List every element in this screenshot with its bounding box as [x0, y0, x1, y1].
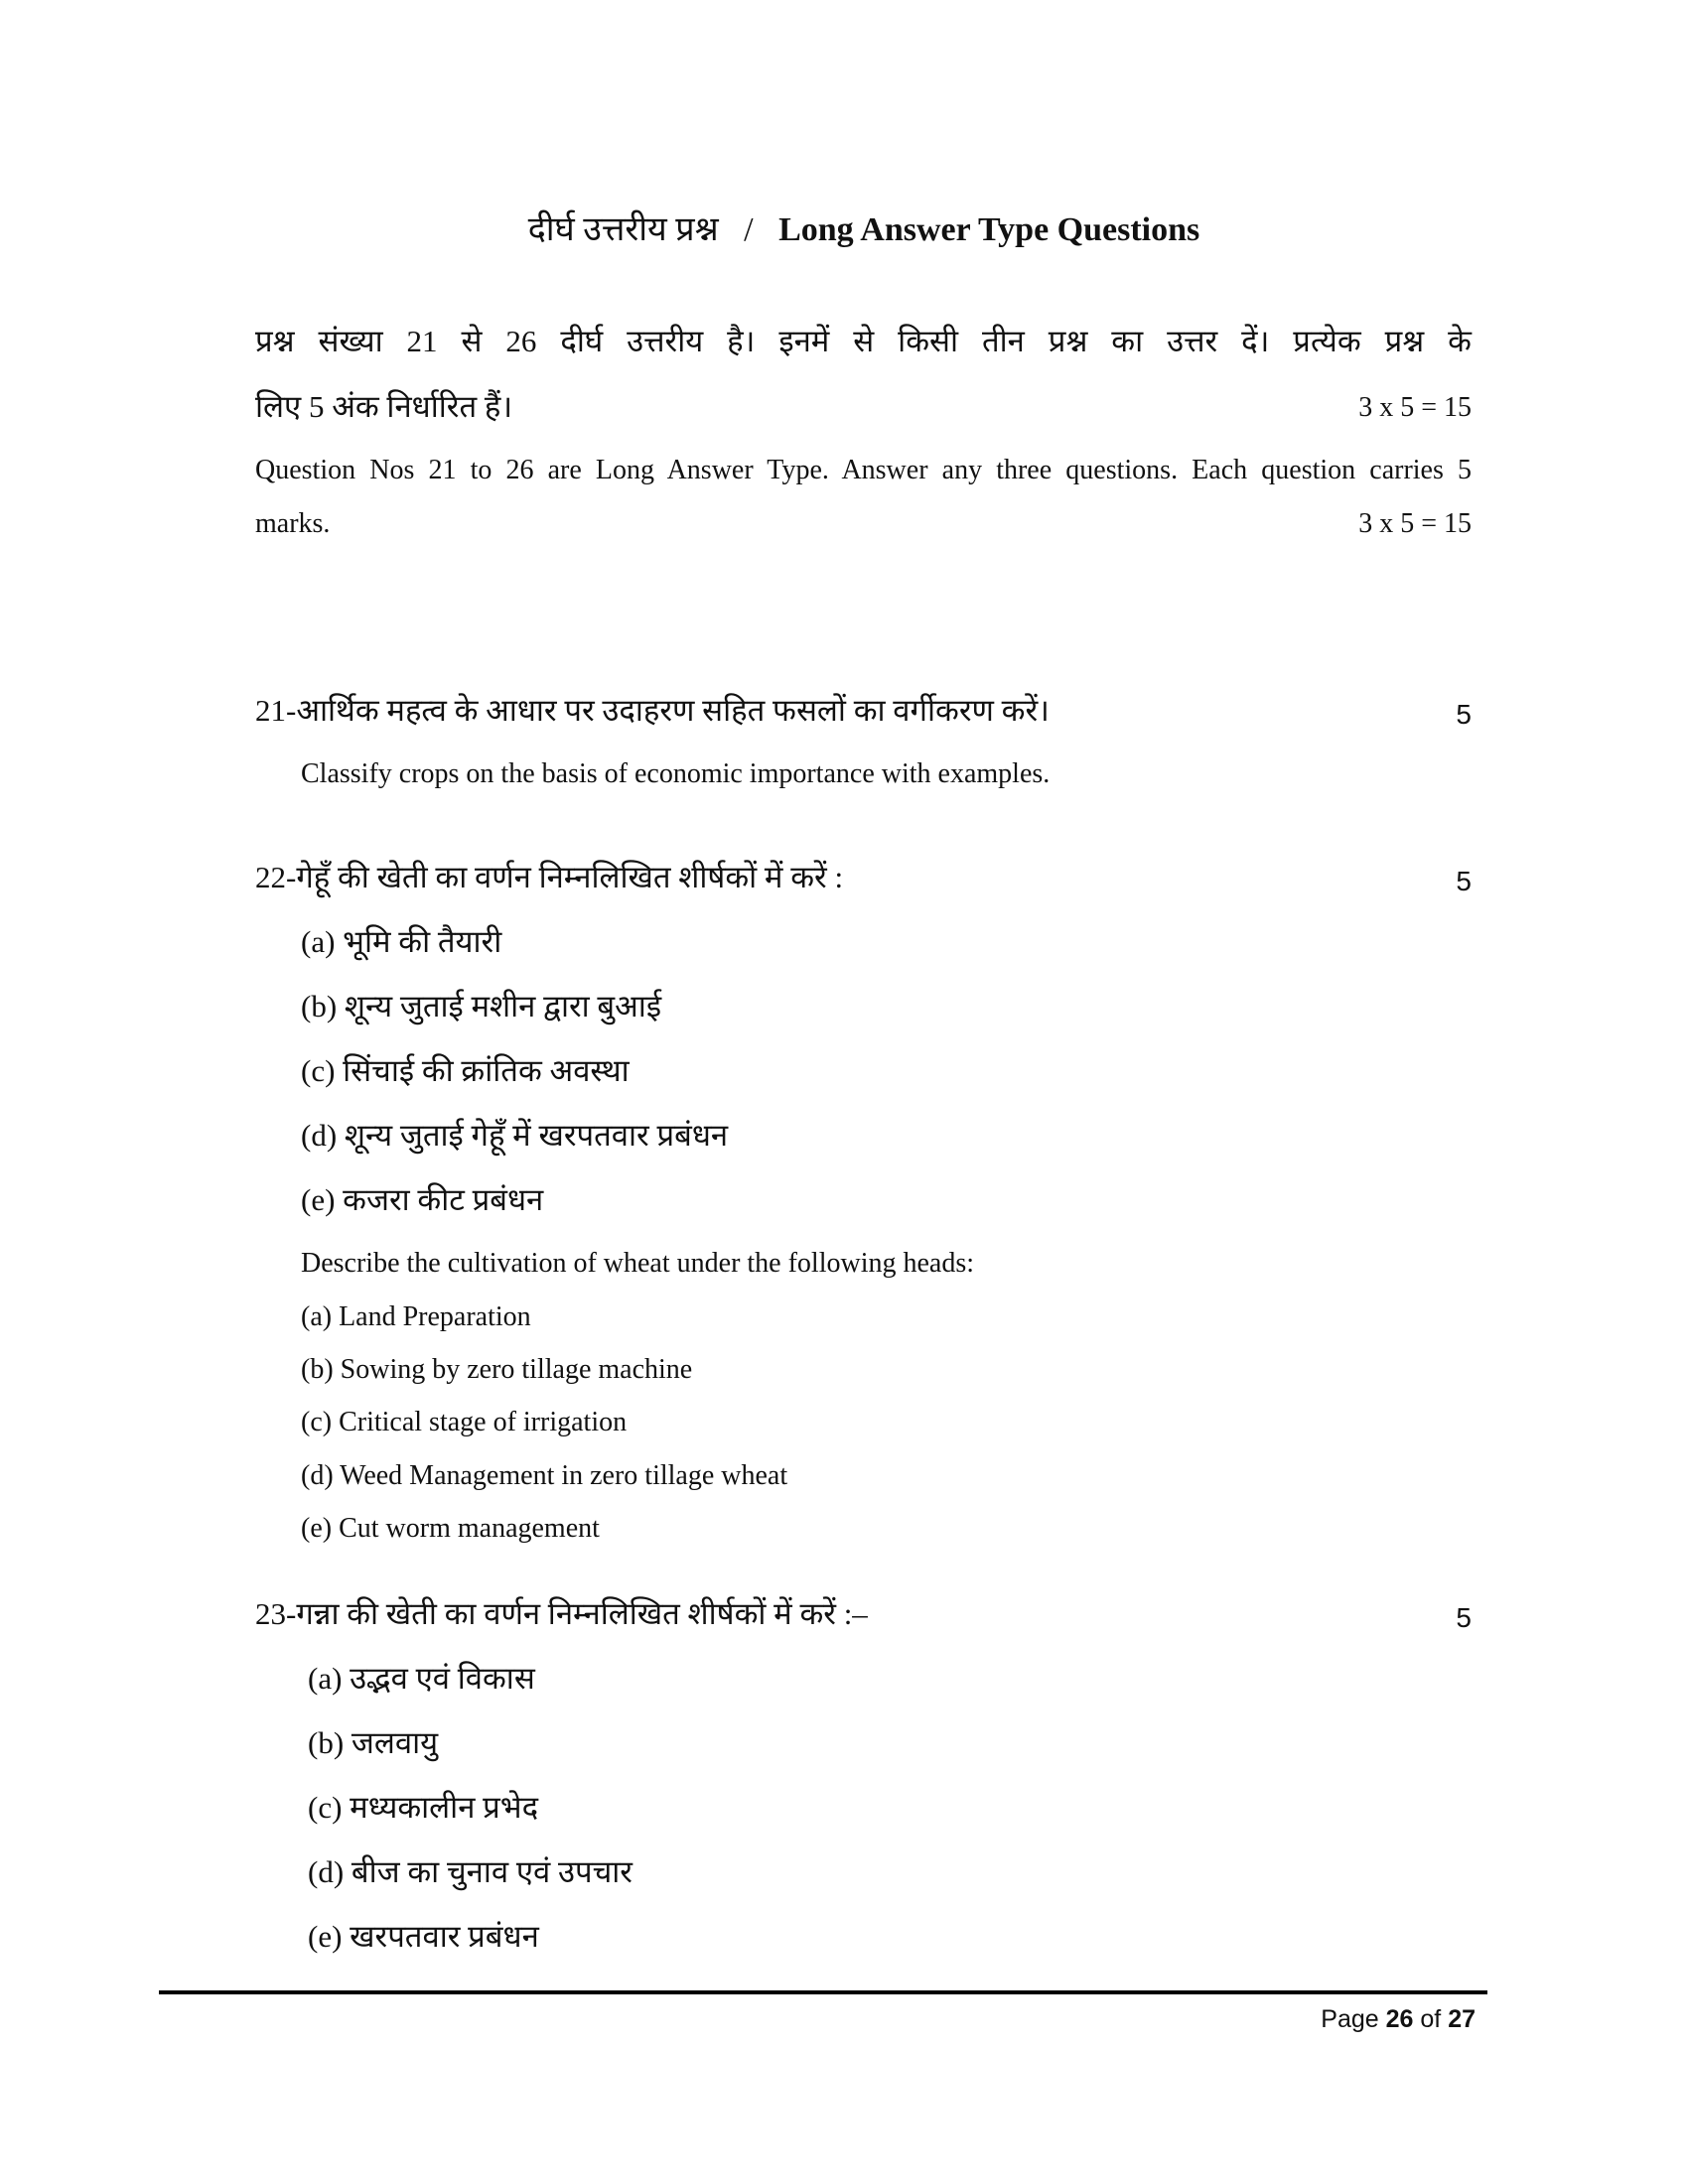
page-title — [0, 205, 1688, 250]
page-number — [1321, 2005, 1476, 2034]
question-21-english: Classify crops on the basis of economic importance with examples. — [301, 758, 1051, 789]
page-label: Page — [1321, 2005, 1379, 2033]
question-23-hindi-item-d: (d) बीज का चुनाव एवं उपचार — [308, 1854, 633, 1889]
question-23-hindi-item-c: (c) मध्यकालीन प्रभेद — [308, 1790, 539, 1825]
question-23-hindi-item-e: (e) खरपतवार प्रबंधन — [308, 1919, 539, 1954]
instructions-english-line2: marks. — [255, 508, 331, 539]
instructions-hindi-line2: लिए 5 अंक निर्धारित हैं। — [255, 389, 513, 424]
question-21-marks: 5 — [1456, 699, 1472, 730]
question-22-english-item-d: (d) Weed Management in zero tillage wheat — [301, 1460, 788, 1491]
title-hindi: दीर्घ उत्तरीय प्रश्न — [527, 211, 719, 248]
instructions-english-marks: 3 x 5 = 15 — [1358, 508, 1472, 539]
title-separator: / — [744, 211, 754, 248]
question-22-hindi: 22-गेहूँ की खेती का वर्णन निम्नलिखित शीर्षकों में करें : — [255, 860, 844, 894]
question-22-english-item-a: (a) Land Preparation — [301, 1301, 531, 1332]
instructions-english-line1: Question Nos 21 to 26 are Long Answer Type. Answer any three questions. Each question carries 5 — [255, 455, 1472, 485]
question-23-marks: 5 — [1456, 1602, 1472, 1633]
question-22-hindi-item-d: (d) शून्य जुताई गेहूँ में खरपतवार प्रबंधन — [301, 1118, 729, 1153]
question-22-english-item-e: (e) Cut worm management — [301, 1513, 600, 1544]
question-22-english-item-b: (b) Sowing by zero tillage machine — [301, 1354, 693, 1385]
instructions-hindi-line1: प्रश्न संख्या 21 से 26 दीर्घ उत्तरीय है। इनमें से किसी तीन प्रश्न का उत्तर दें। प्रत्येक प्रश्न के — [255, 324, 1472, 358]
footer-divider — [159, 1990, 1487, 1994]
question-23-hindi-item-a: (a) उद्भव एवं विकास — [308, 1661, 535, 1696]
question-23-hindi-item-b: (b) जलवायु — [308, 1725, 439, 1760]
total-pages: 27 — [1448, 2005, 1476, 2033]
question-22-english-item-c: (c) Critical stage of irrigation — [301, 1407, 628, 1437]
instructions-hindi-marks: 3 x 5 = 15 — [1358, 392, 1472, 423]
question-22-hindi-item-a: (a) भूमि की तैयारी — [301, 924, 502, 959]
question-22-marks: 5 — [1456, 866, 1472, 896]
question-22-hindi-item-c: (c) सिंचाई की क्रांतिक अवस्था — [301, 1053, 630, 1088]
question-22-hindi-item-e: (e) कजरा कीट प्रबंधन — [301, 1182, 544, 1217]
title-english: Long Answer Type Questions — [778, 211, 1200, 248]
question-23-hindi: 23-गन्ना की खेती का वर्णन निम्नलिखित शीर्षकों में करें :– — [255, 1596, 868, 1631]
question-22-english: Describe the cultivation of wheat under the following heads: — [301, 1248, 975, 1279]
current-page: 26 — [1385, 2005, 1414, 2033]
page-of-label: of — [1420, 2005, 1442, 2033]
question-22-hindi-item-b: (b) शून्य जुताई मशीन द्वारा बुआई — [301, 989, 662, 1024]
question-21-hindi: 21-आर्थिक महत्व के आधार पर उदाहरण सहित फसलों का वर्गीकरण करें। — [255, 693, 1050, 728]
